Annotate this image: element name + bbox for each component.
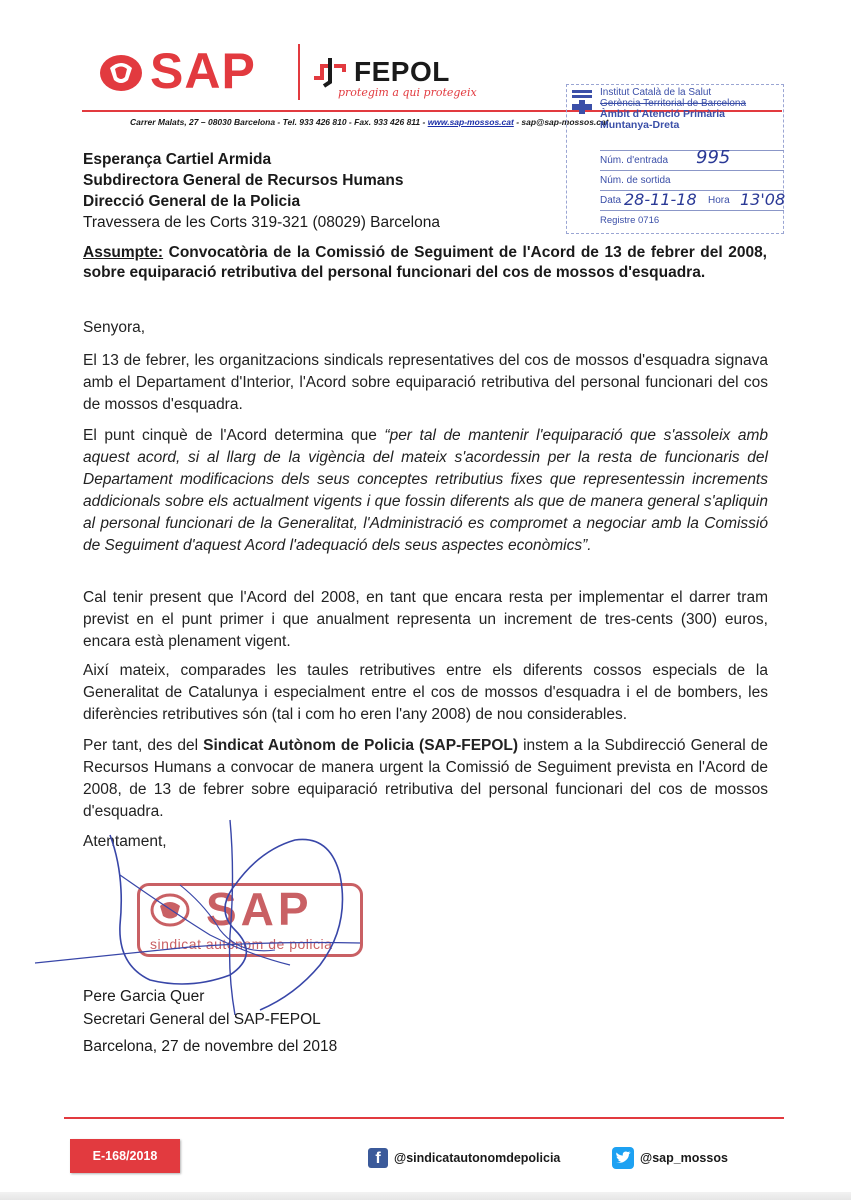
stamp-entry-label: Núm. d'entrada xyxy=(600,155,669,166)
stamp-exit-label: Núm. de sortida xyxy=(600,175,671,186)
recipient-position: Subdirectora General de Recursos Humans xyxy=(83,172,404,189)
registry-stamp xyxy=(566,84,784,234)
paragraph-5-rest: instem a la Subdirecció General de Recursos Humans a convocar de manera urgent la Comissió de Seguiment prevista en l'Acord de 2008, de 13 de febrer sobre equiparació retributiva del personal funcionari del cos de mossos d'esquadra. xyxy=(83,737,768,820)
facebook-handle[interactable]: @sindicatautonomdepolicia xyxy=(394,1151,561,1165)
stamp-exit-row xyxy=(600,170,784,191)
signer-title: Secretari General del SAP-FEPOL xyxy=(83,1011,321,1028)
brand-sap: SAP xyxy=(150,43,256,99)
paragraph-2 xyxy=(83,425,768,557)
paragraph-4: Així mateix, comparades les taules retributives entre els diferents cossos especials de la Generalitat de Catalunya i especialment entre el cos de mossos d'esquadra i el de bombers, les diferències retributives són (tal i com ho eren l'any 2008) de nou considerables. xyxy=(83,662,768,723)
reference-badge: E-168/2018 xyxy=(70,1139,180,1173)
paragraph-5-union-name: Sindicat Autònom de Policia (SAP-FEPOL) xyxy=(203,737,519,754)
twitter-contact[interactable] xyxy=(612,1147,728,1169)
stamp-time-label: Hora xyxy=(708,195,730,206)
stamp-date-value: 28-11-18 xyxy=(624,190,697,209)
seal-text-small: sindicat autònom de policia xyxy=(150,936,333,952)
subject-text: Convocatòria de la Comissió de Seguiment de l'Acord de 13 de febrer del 2008, sobre equiparació retributiva del personal funcionari del cos de mossos d'esquadra. xyxy=(83,244,767,281)
page-bottom-edge xyxy=(0,1192,851,1200)
stamp-org-line: Gerència Territorial de Barcelona xyxy=(600,98,747,109)
stamp-date-label: Data xyxy=(600,195,622,206)
stamp-register-row xyxy=(600,210,784,231)
ics-logo-icon xyxy=(570,88,594,116)
closing: Atentament, xyxy=(83,833,167,850)
paragraph-5 xyxy=(83,735,768,823)
recipient-name: Esperança Cartiel Armida xyxy=(83,151,272,168)
twitter-icon xyxy=(612,1147,634,1169)
stamp-entry-value: 995 xyxy=(696,147,731,168)
recipient-block xyxy=(83,149,440,233)
stamp-org-line: Muntanya-Dreta xyxy=(600,119,680,131)
website-link[interactable]: www.sap-mossos.cat xyxy=(427,117,514,127)
tagline: protegim a qui protegeix xyxy=(338,86,477,99)
facebook-contact[interactable] xyxy=(368,1147,560,1169)
place-and-date: Barcelona, 27 de novembre del 2018 xyxy=(83,1038,338,1055)
stamp-org-line: Àmbit d'Atenció Primària xyxy=(600,108,726,120)
stamp-register-label: Registre 0716 xyxy=(600,215,660,226)
seal-text-big: SAP xyxy=(206,883,313,935)
brand-fepol: FEPOL xyxy=(354,56,450,87)
twitter-handle[interactable]: @sap_mossos xyxy=(640,1151,728,1165)
paragraph-2-quote: “per tal de mantenir l'equiparació que s'assoleix amb aquest acord, si al llarg de la vigència del mateix s'acordessin per la resta de funcionaris del Departament modificacions dels seus conceptes retributius fixes que representessin increments addicionals sobre els actualment vigents i que fossin diferents als que de manera general s'apliquin al personal funcionari de la Generalitat, l'Administració es compromet a negociar amb la Comissió de Seguiment d'aquest Acord l'adequació dels seus aspectes econòmics”. xyxy=(83,427,768,554)
contact-separator: - xyxy=(513,117,522,127)
sap-shield-icon xyxy=(98,50,144,96)
header-contact-line xyxy=(130,117,609,127)
stamp-org-line: Institut Català de la Salut xyxy=(600,87,712,98)
recipient-address: Travessera de les Corts 319-321 (08029) Barcelona xyxy=(83,214,440,231)
email-link[interactable]: sap@sap-mossos.cat xyxy=(521,117,609,127)
stamp-date-row xyxy=(600,190,784,211)
paragraph-1: El 13 de febrer, les organitzacions sindicals representatives del cos de mossos d'esquadra signava amb el Departament d'Interior, l'Acord sobre equiparació retributiva del personal funcionari del cos de mossos d'esquadra. xyxy=(83,352,768,413)
stamp-time-value: 13'08 xyxy=(740,190,786,209)
stamp-organization xyxy=(600,87,784,131)
stamp-entry-row xyxy=(600,147,784,171)
facebook-icon: f xyxy=(368,1148,388,1168)
subject-label: Assumpte: xyxy=(83,244,164,261)
paragraph-3: Cal tenir present que l'Acord del 2008, en tant que encara resta per implementar el darrer tram previst en el punt primer i que anualment representa un increment de tres-cents (300) euros, encara està plenament vigent. xyxy=(83,589,768,650)
footer-divider xyxy=(64,1117,784,1119)
contact-address: Carrer Malats, 27 – 08030 Barcelona - Tel. 933 426 810 - Fax. 933 426 811 - xyxy=(130,117,428,127)
subject-line xyxy=(83,243,767,283)
recipient-department: Direcció General de la Policia xyxy=(83,193,301,210)
logo-divider xyxy=(298,44,300,100)
paragraph-5-intro: Per tant, des del xyxy=(83,737,204,754)
signer-block xyxy=(83,985,321,1031)
signer-name: Pere Garcia Quer xyxy=(83,988,205,1005)
paragraph-2-intro: El punt cinquè de l'Acord determina que xyxy=(83,427,385,444)
sap-fepol-logo xyxy=(98,42,498,108)
salutation: Senyora, xyxy=(83,319,146,336)
